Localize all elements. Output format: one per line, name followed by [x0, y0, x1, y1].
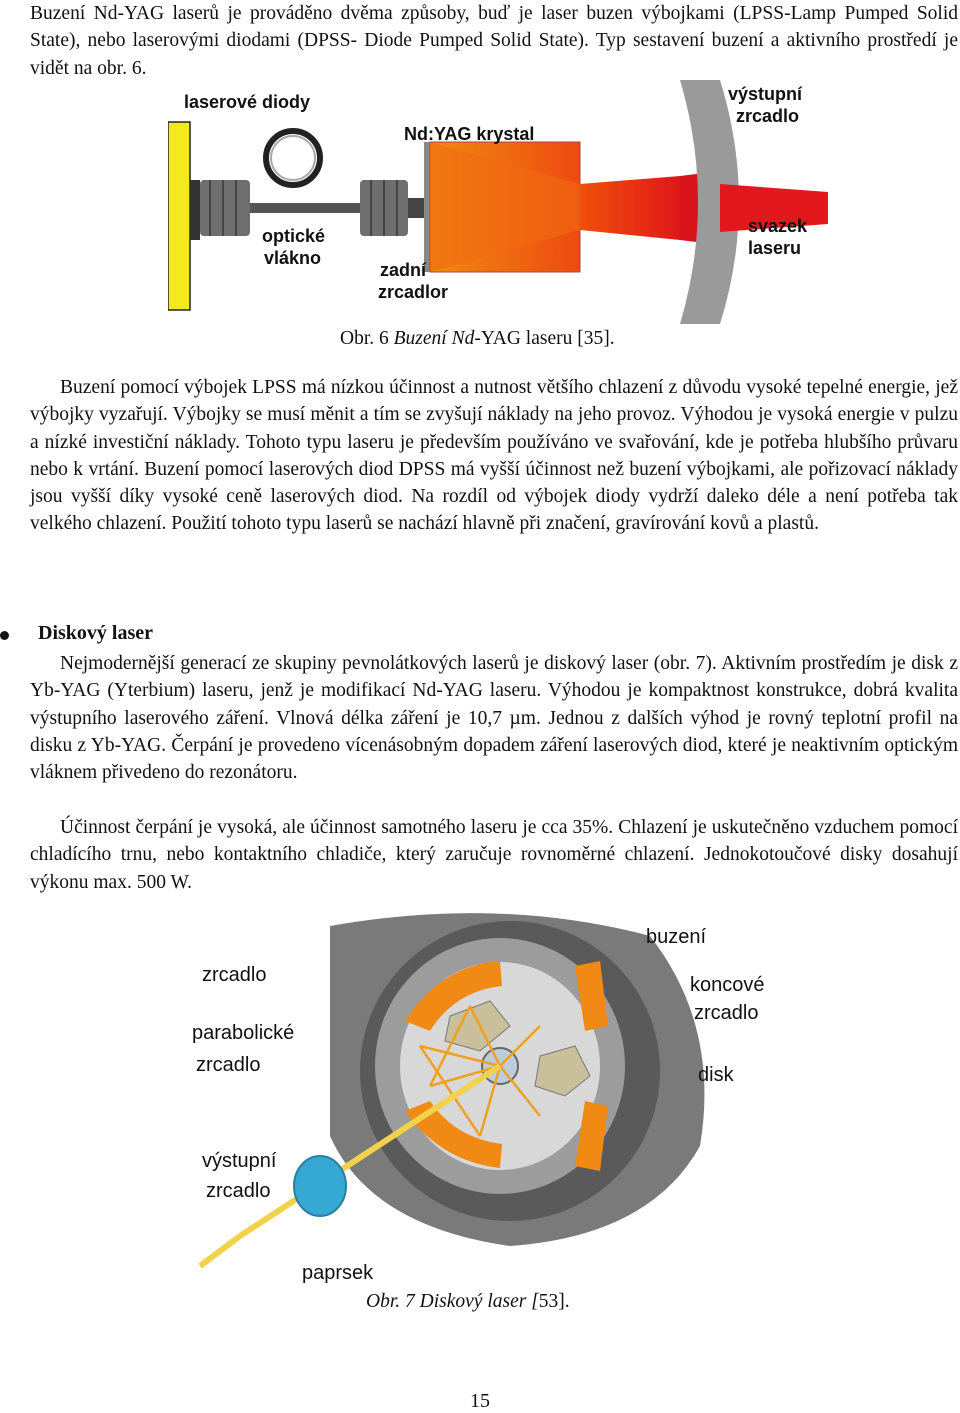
figure-6-diagram [168, 80, 828, 328]
bullet-icon [0, 631, 9, 640]
intro-paragraph: Buzení Nd-YAG laserů je prováděno dvěma způsoby, buď je laser buzen výbojkami (LPSS-Lamp Pumped Solid State), nebo laserovými diodami (DPSS- Diode Pumped Solid State). Typ sestavení buzení a aktivního prostředí je vidět na obr. 6. [30, 3, 958, 79]
label-end-mirror-2: zrcadlo [694, 1002, 759, 1024]
fiber-coupler-left [200, 180, 250, 236]
label-output-2: zrcadlo [206, 1180, 271, 1202]
label-laser-diodes: laserové diody [184, 92, 311, 112]
paragraph-disk-laser: Nejmodernější generací ze skupiny pevnolátkových laserů je diskový laser (obr. 7). Aktivním prostředím je disk z Yb-YAG (Yterbium) laseru, jenž je modifikací Nd-YAG laseru. Výhodou je kompaktnost konstrukce, dobrá kvalita výstupního laserového záření. Vlnová délka záření je 10,7 µm. Jednou z dalších výhod je rovný teplotní profil na disku z Yb-YAG. Čerpání je provedeno vícenásobným dopadem záření laserových diod, které je neaktivním optickým vláknem přivedeno do rezonátoru. [30, 653, 958, 784]
paragraph-efficiency: Účinnost čerpání je vysoká, ale účinnost samotného laseru je cca 35%. Chlazení je uskutečněno vzduchem pomocí chladícího trnu, nebo kontaktního chladiče, který zaručuje rovnoměrné chlazení. Jednokotoučové disky dosahují výkonu max. 500 W. [30, 817, 958, 893]
label-nd-yag-crystal: Nd:YAG krystal [404, 124, 535, 144]
label-beam-1: svazek [748, 216, 808, 236]
page-number: 15 [470, 1390, 490, 1412]
output-mirror [294, 1156, 346, 1216]
optical-fiber-loop [266, 131, 320, 185]
label-rear-mirror-2: zrcadlor [378, 282, 449, 302]
figure-7-diagram [180, 906, 780, 1296]
rear-mirror [424, 142, 430, 272]
diode-plate [168, 122, 190, 310]
label-disk: disk [698, 1064, 734, 1086]
figure-6-caption: Obr. 6 Buzení Nd-YAG laseru [35]. [340, 328, 615, 349]
label-zrcadlo: zrcadlo [202, 964, 267, 986]
label-beam: paprsek [302, 1262, 374, 1284]
label-beam-2: laseru [748, 238, 802, 258]
figure-7-caption: Obr. 7 Diskový laser [53]. [366, 1291, 570, 1312]
label-parabolic-1: parabolické [192, 1022, 295, 1044]
diode-mount [190, 180, 200, 240]
label-output-mirror-2: zrcadlo [736, 106, 800, 126]
label-output-1: výstupní [202, 1150, 277, 1172]
label-buzeni: buzení [646, 926, 707, 948]
label-optical-fiber-1: optické [262, 226, 326, 246]
label-optical-fiber-2: vlákno [264, 248, 322, 268]
paragraph-pumping: Buzení pomocí výbojek LPSS má nízkou účinnost a nutnost většího chlazení z důvodu vysoké tepelné energie, jež výbojky vyzařují. Výbojky se musí měnit a tím se zvyšují náklady na jeho provoz. Výhodou je vysoká energie v pulzu a nízké investiční náklady. Tohoto typu laseru je především používáno ve svařování, kde je potřeba hlubšího průvaru nebo k vrtání. Buzení pomocí laserových diod DPSS má vyšší účinnost než buzení výbojkami, ale pořizovací náklady jsou vyšší díky vysoké ceně laserových diod. Na rozdíl od výbojek diody vydrží daleko déle a není potřeba tak velkého chlazení. Použití tohoto typu laserů se nachází hlavně při značení, gravírování kovů a plastů. [30, 377, 958, 535]
label-parabolic-2: zrcadlo [196, 1054, 261, 1076]
section-heading: Diskový laser [38, 622, 153, 644]
laser-beam [580, 176, 680, 240]
label-end-mirror-1: koncové [690, 974, 765, 996]
label-output-mirror-1: výstupní [728, 84, 803, 104]
label-rear-mirror-1: zadní [380, 260, 427, 280]
